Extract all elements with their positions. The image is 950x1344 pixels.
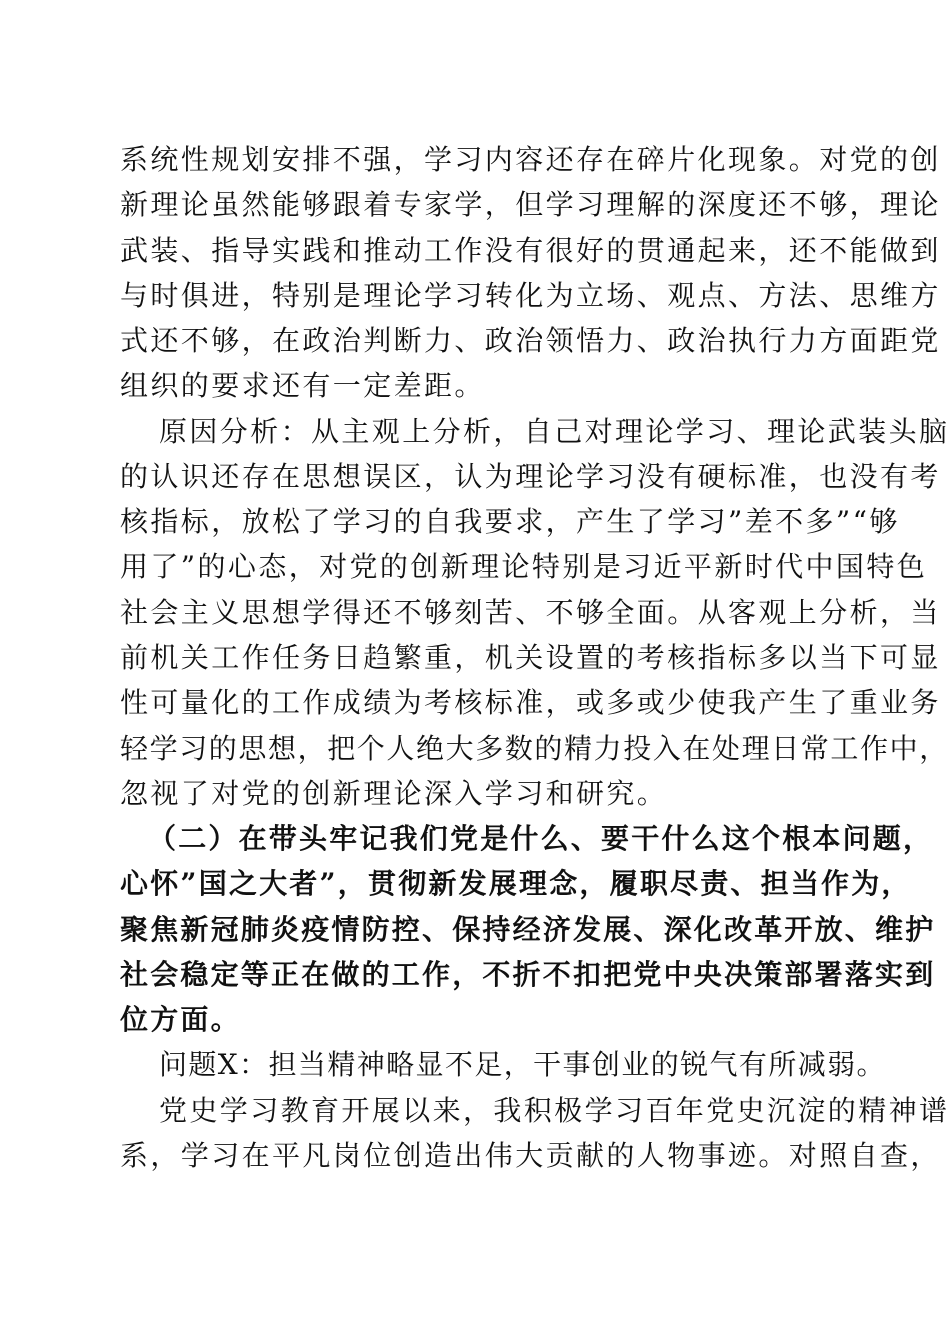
- body-line: 武装、指导实践和推动工作没有很好的贯通起来，还不能做到: [120, 233, 941, 267]
- body-line: 忽视了对党的创新理论深入学习和研究。: [120, 776, 668, 810]
- body-line: 与时俱进，特别是理论学习转化为立场、观点、方法、思维方: [120, 278, 941, 312]
- body-line: 用了”的心态，对党的创新理论特别是习近平新时代中国特色: [120, 550, 928, 584]
- body-line: 系统性规划安排不强，学习内容还存在碎片化现象。对党的创: [120, 143, 941, 176]
- section-heading-line: 心怀”国之大者”，贯彻新发展理念，履职尽责、担当作为，: [120, 867, 912, 901]
- body-line: 轻学习的思想，把个人绝大多数的精力投入在处理日常工作中，: [120, 731, 949, 765]
- section-heading-line: 聚焦新冠肺炎疫情防控、保持经济发展、深化改革开放、维护: [120, 912, 936, 946]
- paragraph-start-line: 党史学习教育开展以来，我积极学习百年党史沉淀的精神谱: [159, 1093, 950, 1127]
- paragraph-start-line: 原因分析：从主观上分析，自己对理论学习、理论武装头脑: [159, 414, 950, 448]
- body-line: 新理论虽然能够跟着专家学，但学习理解的深度还不够，理论: [120, 188, 941, 222]
- body-line: 社会主义思想学得还不够刻苦、不够全面。从客观上分析，当: [120, 595, 941, 629]
- section-heading-line: 位方面。: [120, 1003, 241, 1037]
- issue-line: 问题X：担当精神略显不足，干事创业的锐气有所减弱。: [159, 1048, 886, 1082]
- section-heading-line: 社会稳定等正在做的工作，不折不扣把党中央决策部署落实到: [120, 957, 936, 991]
- body-line: 核指标，放松了学习的自我要求，产生了学习”差不多”“够: [120, 505, 900, 539]
- body-line: 前机关工作任务日趋繁重，机关设置的考核指标多以当下可显: [120, 641, 941, 674]
- section-heading-line: （二）在带头牢记我们党是什么、要干什么这个根本问题，: [148, 822, 934, 856]
- body-line: 组织的要求还有一定差距。: [120, 369, 485, 403]
- body-line: 的认识还存在思想误区，认为理论学习没有硬标准，也没有考: [120, 459, 941, 493]
- body-line: 性可量化的工作成绩为考核标准，或多或少使我产生了重业务: [120, 686, 941, 720]
- body-line: 式还不够，在政治判断力、政治领悟力、政治执行力方面距党: [120, 324, 941, 358]
- body-line: 系，学习在平凡岗位创造出伟大贡献的人物事迹。对照自查，: [120, 1139, 941, 1172]
